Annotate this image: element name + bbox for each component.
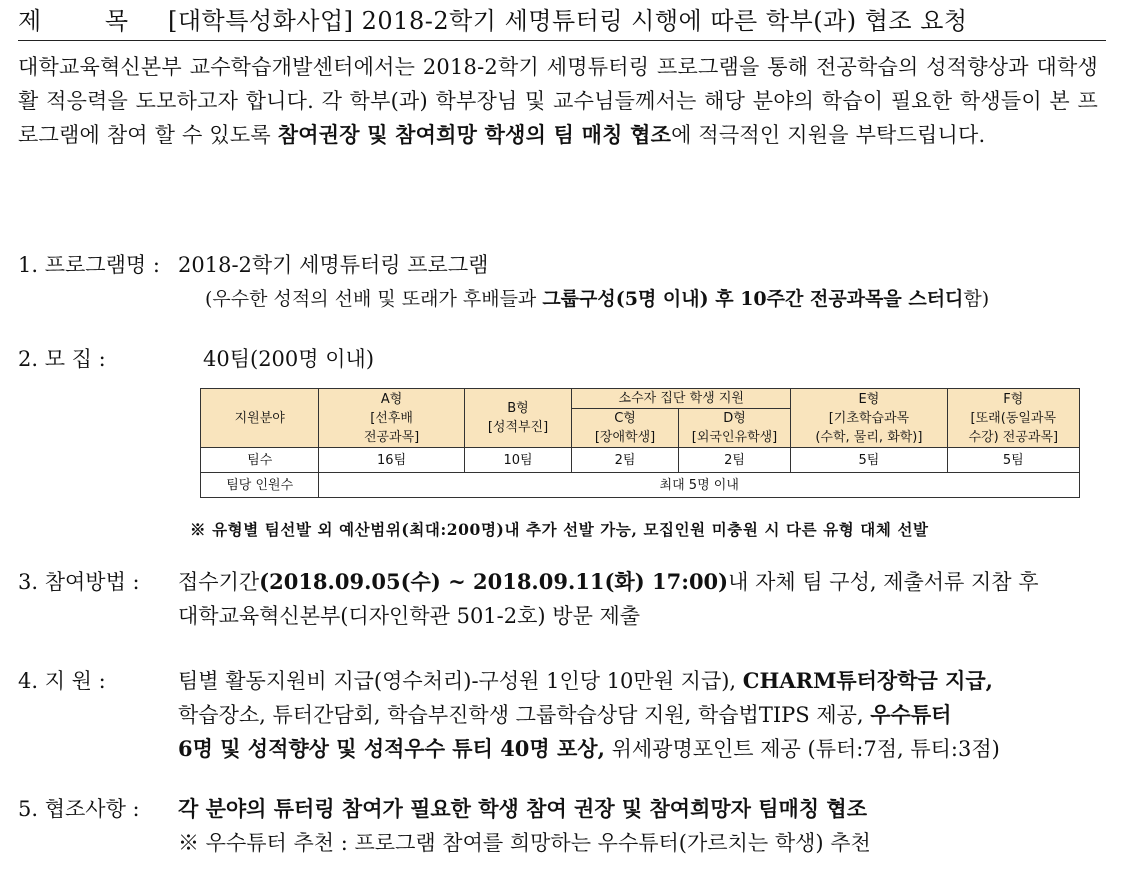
header-type-e [791,389,947,448]
section-2-label: 2. 모 집 : [18,347,106,371]
header-b-line1: B형 [507,401,529,416]
section-4-line3 [178,732,1000,766]
section-1-sub-bold: 그룹구성(5명 이내) 후 10주간 전공과목을 스터디 [542,288,964,310]
header-d-line1: D형 [723,411,746,426]
section-recruitment [18,342,374,376]
section-4-l1a: 팀별 활동지원비 지급(영수처리)-구성원 1인당 10만원 지급), [178,669,743,693]
intro-text: 대학교육혁신본부 교수학습개발센터에서는 2018-2학기 세명튜터링 프로그램을 통해 전공학습의 성적향상과 대학생활 적응력을 도모하고자 합니다. 각 학부(과) 학부장님 및 교수님들께서는 해당 분야의 학습이 필요한 학생들이 본 프로그램에 참여 할 수 있도록 [18,55,1098,147]
section-5-line1: 각 분야의 튜터링 참여가 필요한 학생 참여 권장 및 참여희망자 팀매칭 협조 [178,796,867,821]
header-a-line1: A형 [380,391,403,407]
section-1-sub-a: (우수한 성적의 선배 및 또래가 후배들과 [205,288,543,310]
section-1-label: 1. 프로그램명 : [18,253,160,277]
section-participation [18,565,1039,633]
section-1-sub-c: 함) [963,288,990,310]
header-field: 지원분야 [201,389,319,448]
document-title [18,4,1108,38]
row-label-members: 팀당 인원수 [201,473,319,498]
header-f-line1: F형 [1003,391,1024,407]
teams-a: 16팀 [319,448,464,473]
section-3-line2: 대학교육혁신본부(디자인학관 501-2호) 방문 제출 [178,604,641,628]
header-e-line3: (수학, 물리, 화학)] [815,429,923,445]
header-a-line2: [선후배 [370,410,413,426]
header-minority: 소수자 집단 학생 지원 [572,389,791,409]
section-4-l2a: 학습장소, 튜터간담회, 학습부진학생 그룹학습상담 지원, 학습법TIPS 제공, [178,703,871,727]
section-3-l1c: 내 자체 팀 구성, 제출서류 지참 후 [728,570,1039,594]
table-row-teams [201,448,1080,473]
teams-c: 2팀 [572,448,679,473]
header-type-c [572,409,679,448]
section-1-text: 2018-2학기 세명튜터링 프로그램 [178,253,489,277]
section-cooperation [18,792,871,860]
section-5-line2: ※ 우수튜터 추천 : 프로그램 참여를 희망하는 우수튜터(가르치는 학생) 추천 [178,831,871,855]
table-note: ※ 유형별 팀선발 외 예산범위(최대:200명)내 추가 선발 가능, 모집인원 미충원 시 다른 유형 대체 선발 [190,520,929,539]
header-b-line2: [성적부진] [487,420,549,435]
section-4-l1b: CHARM튜터장학금 지급, [742,668,993,693]
title-text: [대학특성화사업] 2018-2학기 세명튜터링 시행에 따른 학부(과) 협조 요청 [168,7,968,35]
team-type-table [200,388,1080,498]
section-4-l3a: 6명 및 성적향상 및 성적우수 튜티 40명 포상, [178,736,605,761]
header-c-line2: [장애학생] [594,430,656,445]
section-3-line1 [178,565,1039,599]
intro-tail: 에 적극적인 지원을 부탁드립니다. [671,123,986,147]
section-1-subtext [205,284,989,314]
section-3-l1b: (2018.09.05(수) ~ 2018.09.11(화) 17:00) [259,569,729,594]
header-type-b [464,389,572,448]
header-f-line3: 수강) 전공과목] [968,429,1059,445]
header-c-line1: C형 [614,411,636,426]
header-type-f [947,389,1079,448]
section-3-l1a: 접수기간 [178,570,260,594]
table-row-members [201,473,1080,498]
title-label: 제 목 [18,7,156,35]
section-4-line2 [178,698,1000,732]
header-f-line2: [또래(동일과목 [970,410,1057,426]
section-4-l2b: 우수튜터 [870,702,952,727]
header-a-line3: 전공과목] [363,429,420,445]
section-4-line1 [178,664,1000,698]
header-e-line1: E형 [858,391,880,407]
intro-bold: 참여권장 및 참여희망 학생의 팀 매칭 협조 [277,122,672,147]
header-type-a [319,389,464,448]
header-d-line2: [외국인유학생] [691,430,778,445]
section-2-text: 40팀(200명 이내) [203,347,375,371]
intro-paragraph [18,50,1098,152]
header-e-line2: [기초학습과목 [828,410,910,426]
teams-e: 5팀 [791,448,947,473]
header-type-d [678,409,790,448]
teams-d: 2팀 [678,448,790,473]
section-support [18,664,1000,766]
teams-b: 10팀 [464,448,572,473]
title-divider [18,40,1106,41]
section-4-l3b: 위세광명포인트 제공 (튜터:7점, 튜티:3점) [604,737,1000,761]
teams-f: 5팀 [947,448,1079,473]
members-value: 최대 5명 이내 [319,473,1080,498]
section-program-name [18,248,488,282]
section-3-label: 3. 참여방법 : [18,570,140,594]
row-label-teams: 팀수 [201,448,319,473]
section-5-label: 5. 협조사항 : [18,797,140,821]
section-4-label: 4. 지 원 : [18,669,106,693]
